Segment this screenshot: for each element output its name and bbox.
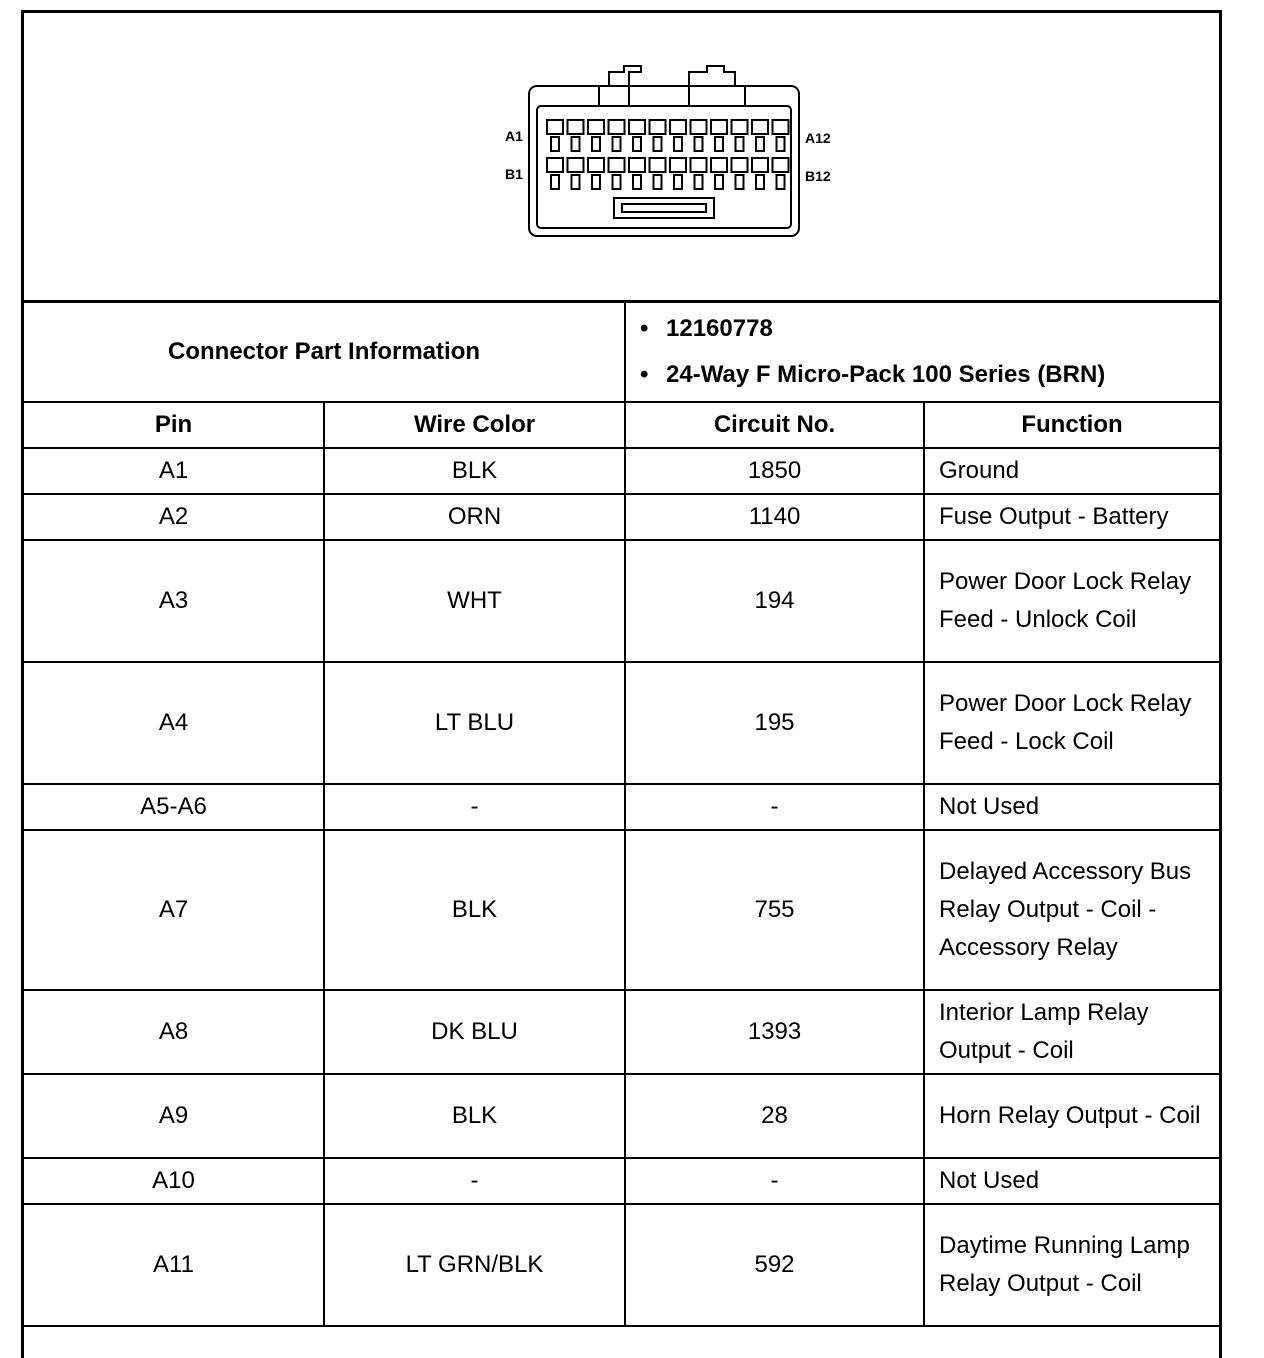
pin-cell: A1: [24, 448, 324, 494]
pin-cavity: [650, 120, 666, 134]
pin-cavity: [691, 158, 707, 172]
table-row: [24, 448, 1219, 494]
table-row: [24, 784, 1219, 830]
pinout-table: [24, 303, 1219, 1327]
pin-terminal: [695, 175, 703, 189]
pin-label-b1: B1: [505, 166, 523, 182]
function-cell: Not Used: [924, 784, 1219, 830]
pin-cavity: [732, 158, 748, 172]
circuit-no-cell: 28: [625, 1074, 924, 1158]
header-function: Function: [924, 402, 1219, 448]
pin-cell: A8: [24, 990, 324, 1074]
table-row: [24, 1074, 1219, 1158]
header-pin: Pin: [24, 402, 324, 448]
table-row: [24, 494, 1219, 540]
pin-cavity: [568, 158, 584, 172]
pin-cell: A10: [24, 1158, 324, 1204]
circuit-no-cell: 195: [625, 662, 924, 784]
function-cell: Horn Relay Output - Coil: [924, 1074, 1219, 1158]
pin-cavity: [588, 158, 604, 172]
pin-terminal: [674, 137, 682, 151]
pin-terminal: [551, 175, 559, 189]
function-cell: Fuse Output - Battery: [924, 494, 1219, 540]
table-row: [24, 1158, 1219, 1204]
wire-color-cell: LT GRN/BLK: [324, 1204, 625, 1326]
pin-cavity: [773, 120, 789, 134]
table-row: [24, 662, 1219, 784]
pin-cavity: [609, 120, 625, 134]
wire-color-cell: -: [324, 784, 625, 830]
function-cell: Power Door Lock Relay Feed - Unlock Coil: [924, 540, 1219, 662]
part-number-item: [640, 306, 1219, 352]
function-cell: Ground: [924, 448, 1219, 494]
pin-terminal: [572, 137, 580, 151]
pin-cavity: [752, 120, 768, 134]
pin-cavity: [752, 158, 768, 172]
pin-cell: A9: [24, 1074, 324, 1158]
connector-diagram-area: [24, 13, 1219, 303]
function-cell: Not Used: [924, 1158, 1219, 1204]
wire-color-cell: WHT: [324, 540, 625, 662]
pin-terminal: [633, 137, 641, 151]
part-info-list: [625, 303, 1219, 402]
pin-cell: A11: [24, 1204, 324, 1326]
pin-cavity: [670, 120, 686, 134]
pin-terminal: [715, 175, 723, 189]
function-cell: Daytime Running Lamp Relay Output - Coil: [924, 1204, 1219, 1326]
bullet-icon: •: [640, 361, 649, 388]
part-number: 12160778: [666, 315, 773, 342]
circuit-no-cell: 592: [625, 1204, 924, 1326]
pin-cavity: [547, 120, 563, 134]
pin-cavity: [609, 158, 625, 172]
pin-terminal: [756, 175, 764, 189]
circuit-no-cell: 1850: [625, 448, 924, 494]
function-cell: Interior Lamp Relay Output - Coil: [924, 990, 1219, 1074]
wire-color-cell: -: [324, 1158, 625, 1204]
connector-key-slot-inner: [622, 204, 706, 212]
pin-cell: A7: [24, 830, 324, 990]
pin-terminal: [592, 137, 600, 151]
table-row: [24, 1204, 1219, 1326]
circuit-no-cell: -: [625, 1158, 924, 1204]
connector-housing: [529, 86, 799, 236]
function-cell: Delayed Accessory Bus Relay Output - Coil - Accessory Relay: [924, 830, 1219, 990]
pin-terminal: [613, 175, 621, 189]
circuit-no-cell: -: [625, 784, 924, 830]
connector-face-diagram: [479, 58, 839, 243]
wire-color-cell: BLK: [324, 830, 625, 990]
pin-terminal: [592, 175, 600, 189]
pin-cell: A3: [24, 540, 324, 662]
part-info-title: Connector Part Information: [24, 303, 625, 402]
pin-terminal: [674, 175, 682, 189]
circuit-no-cell: 755: [625, 830, 924, 990]
wire-color-cell: ORN: [324, 494, 625, 540]
pin-cavity: [711, 158, 727, 172]
pin-terminal: [695, 137, 703, 151]
table-row: [24, 830, 1219, 990]
function-cell: Power Door Lock Relay Feed - Lock Coil: [924, 662, 1219, 784]
wire-color-cell: DK BLU: [324, 990, 625, 1074]
pin-cavity: [650, 158, 666, 172]
pin-terminal: [736, 137, 744, 151]
pin-terminal: [654, 175, 662, 189]
wire-color-cell: BLK: [324, 448, 625, 494]
pin-cavity: [629, 158, 645, 172]
wire-color-cell: BLK: [324, 1074, 625, 1158]
pin-cavity: [629, 120, 645, 134]
pin-cavity: [691, 120, 707, 134]
wire-color-cell: LT BLU: [324, 662, 625, 784]
bullet-icon: •: [640, 315, 649, 342]
pin-label-a1: A1: [505, 128, 523, 144]
pin-terminal: [654, 137, 662, 151]
circuit-no-cell: 1140: [625, 494, 924, 540]
pin-terminal: [551, 137, 559, 151]
pin-cell: A2: [24, 494, 324, 540]
pin-terminal: [633, 175, 641, 189]
pin-terminal: [613, 137, 621, 151]
connector-key-slot: [614, 198, 714, 218]
circuit-no-cell: 1393: [625, 990, 924, 1074]
pin-label-a12: A12: [805, 130, 831, 146]
pin-cavity: [547, 158, 563, 172]
part-description-item: [640, 352, 1219, 398]
pin-terminal: [572, 175, 580, 189]
pin-terminal: [777, 175, 785, 189]
connector-sheet: [21, 10, 1222, 1358]
pin-terminal: [715, 137, 723, 151]
header-wire-color: Wire Color: [324, 402, 625, 448]
pin-cavity: [773, 158, 789, 172]
pin-terminal: [756, 137, 764, 151]
pin-cavity: [670, 158, 686, 172]
pin-cell: A4: [24, 662, 324, 784]
table-header-row: [24, 402, 1219, 448]
pin-terminal: [777, 137, 785, 151]
pin-cavity: [732, 120, 748, 134]
part-description: 24-Way F Micro-Pack 100 Series (BRN): [666, 361, 1106, 388]
pin-cavity: [568, 120, 584, 134]
pin-cavity: [588, 120, 604, 134]
pin-cell: A5-A6: [24, 784, 324, 830]
header-circuit-no: Circuit No.: [625, 402, 924, 448]
pin-label-b12: B12: [805, 168, 831, 184]
circuit-no-cell: 194: [625, 540, 924, 662]
part-info-row: [24, 303, 1219, 402]
pin-cavity: [711, 120, 727, 134]
table-row: [24, 990, 1219, 1074]
pin-terminal: [736, 175, 744, 189]
table-row: [24, 540, 1219, 662]
